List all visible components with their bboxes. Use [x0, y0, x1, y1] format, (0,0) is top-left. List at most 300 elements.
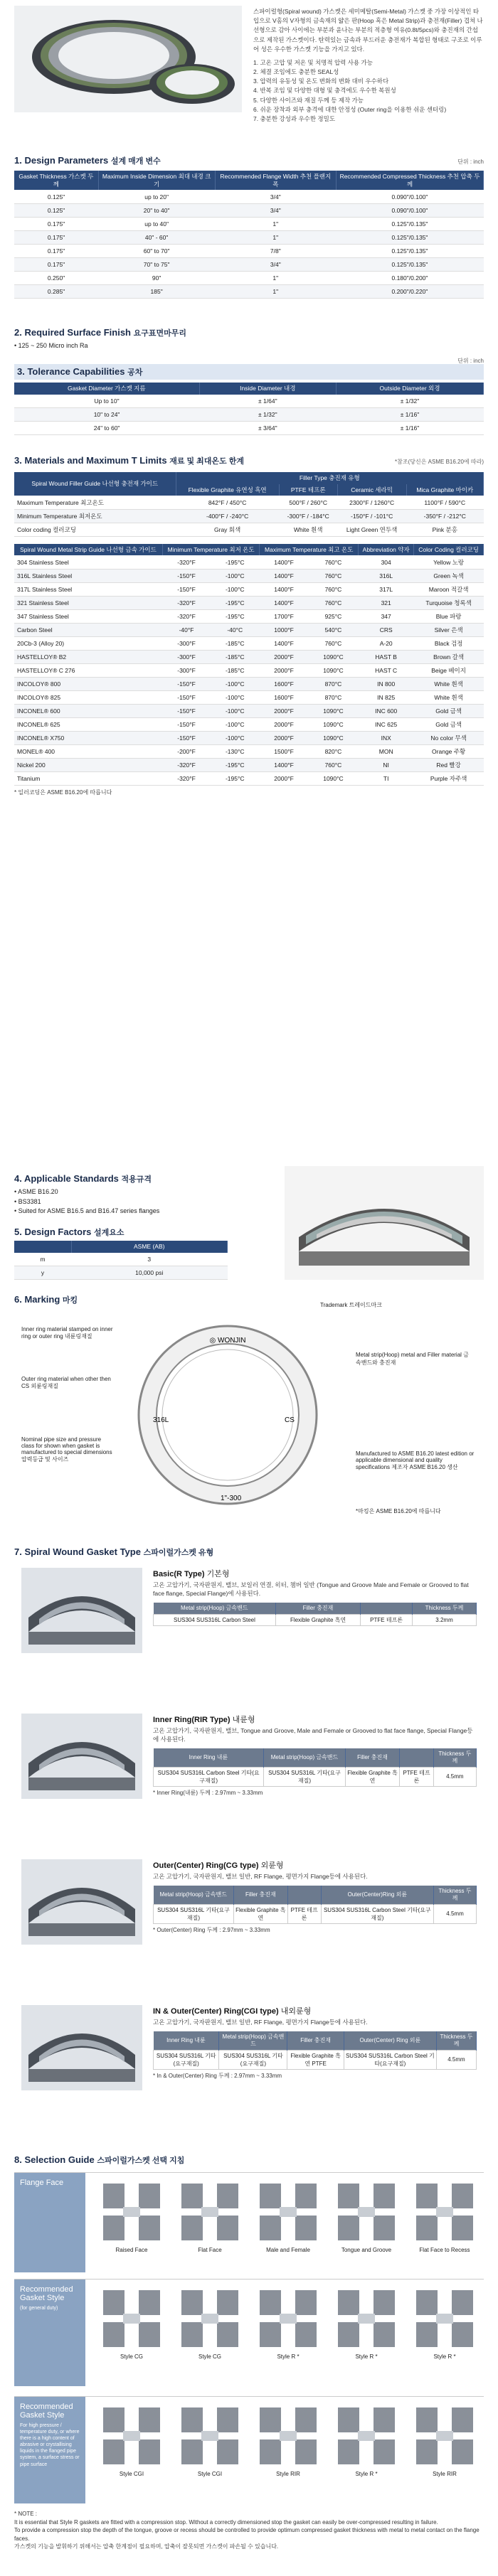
table-cell: ± 1/32": [337, 395, 484, 408]
table-cell: -185°C: [211, 663, 260, 677]
column-header: Metal strip(Hoop) 금속밴드: [154, 1603, 276, 1615]
table-cell: -320°F: [162, 771, 210, 785]
column-header: PTFE 테프론: [279, 484, 337, 496]
table-cell: HAST C: [359, 663, 414, 677]
gasket-photo: [14, 6, 242, 112]
table-cell: Gray 회색: [176, 523, 279, 536]
table-cell: 24" to 60": [14, 422, 199, 435]
table-cell: Turquoise 청록색: [414, 596, 484, 609]
table-cell: -150°F: [162, 582, 210, 596]
table-cell: 500°F / 260°C: [279, 496, 337, 509]
table-cell: 1090°C: [308, 650, 358, 663]
table-cell: IN 825: [359, 690, 414, 704]
marking-section: [14, 1294, 484, 1522]
table-row: [14, 771, 484, 785]
table-cell: Maroon 적갈색: [414, 582, 484, 596]
design-parameters-table: [14, 171, 484, 299]
section-title-kr: 스파이럴가스켓 선택 지침: [97, 2157, 185, 2165]
table-cell: 1400°F: [260, 596, 308, 609]
table-cell: 321: [359, 596, 414, 609]
table-cell: INCOLOY® 825: [14, 690, 162, 704]
table-cell: -195°C: [211, 596, 260, 609]
section-title: 6. Marking: [14, 1294, 60, 1305]
table-cell: Green 녹색: [414, 569, 484, 582]
table-cell: 0.125"/0.135": [336, 257, 483, 271]
column-header: Minimum Temperature 최저 온도: [162, 544, 259, 556]
design-factors-table: [14, 1241, 228, 1280]
table-cell: SUS304 SUS316L Carbon Steel 기타(요구재질): [154, 1767, 264, 1786]
table-cell: HASTELLOY® C 276: [14, 663, 162, 677]
selection-cell-label: Style RIR: [433, 2471, 457, 2477]
column-header: Thickness 두께: [433, 1748, 476, 1768]
table-cell: ± 3/64": [199, 422, 336, 435]
flange-diagram: [253, 2287, 324, 2352]
section-title-kr: 설계요소: [94, 1229, 124, 1237]
column-header: Filler 충진재: [275, 1603, 360, 1615]
intro-feature: 3. 압력의 유동성 및 온도 변화의 변화 대비 우수하다: [253, 78, 389, 85]
column-header: Metal strip(Hoop) 금속밴드: [219, 2031, 287, 2051]
intro-feature: 6. 쉬운 장착과 외부 충격에 대한 안정성 (Outer ring을 이용한 쉬운 센터링): [253, 105, 447, 113]
manufactured-label: Manufactured to ASME B16.20 latest edition or applicable dimensional and quality specifications 제조자 ASME B16.20 생산: [356, 1450, 475, 1470]
gasket-type-description: 고온 고압가기, 국자판원지, 밸브, 보일러 연결, 히터, 챔버 일반 (Tongue and Groove Male and Female or Grooved to flat face flange, Special Flange)에 사용된다.: [153, 1581, 469, 1597]
intro-feature: 5. 다양한 사이즈와 재질 두께 등 제작 가능: [253, 96, 364, 104]
table-cell: Silver 은색: [414, 623, 484, 636]
selection-row: [14, 2172, 484, 2272]
table-cell: Blue 파랑: [414, 609, 484, 623]
table-cell: 3/4": [215, 257, 336, 271]
column-header: Thickness 두께: [434, 1886, 477, 1905]
table-cell: -300°F: [162, 636, 210, 650]
metal-filler-label: Metal strip(Hoop) metal and Filler material 금속밴드와 충진재: [356, 1352, 469, 1366]
table-cell: 4.5mm: [434, 1904, 477, 1923]
table-cell: -100°C: [211, 690, 260, 704]
table-cell: -150°F: [162, 704, 210, 717]
table-cell: 316L Stainless Steel: [14, 569, 162, 582]
outer-ring-label: Outer ring material when other then CS 외륜링재질: [21, 1376, 111, 1389]
standard-item: • ASME B16.20: [14, 1188, 58, 1195]
table-cell: 1": [215, 284, 336, 298]
table-cell: White 흰색: [279, 523, 337, 536]
table-cell: 317L Stainless Steel: [14, 582, 162, 596]
table-cell: -320°F: [162, 596, 210, 609]
table-cell: White 흰색: [414, 677, 484, 690]
table-cell: 2000°F: [260, 771, 308, 785]
table-cell: SUS304 SUS316L 기타(요구재질): [154, 2050, 219, 2069]
column-header: [361, 1603, 413, 1615]
section-title: 3. Tolerance Capabilities: [17, 366, 125, 377]
table-cell: Flexible Graphite 흑연: [345, 1767, 400, 1786]
column-header: Gasket Diameter 가스켓 지름: [14, 383, 199, 395]
table-cell: 7/8": [215, 244, 336, 257]
column-header: [287, 1886, 321, 1905]
table-cell: -320°F: [162, 609, 210, 623]
table-cell: 1600°F: [260, 677, 308, 690]
column-header: ASME (AB): [71, 1241, 228, 1253]
gasket-type-image: [21, 1568, 142, 1653]
section-title-kr: 공차: [127, 368, 143, 377]
table-cell: -150°F: [162, 690, 210, 704]
table-cell: 0.175": [14, 257, 98, 271]
marking-footnote: *마킹은 ASME B16.20에 따릅니다: [356, 1508, 441, 1514]
table-cell: -130°C: [211, 744, 260, 758]
table-cell: ± 1/32": [199, 408, 336, 422]
reference-note: *참조(당신은 ASME B16.20에 따라): [395, 459, 484, 465]
table-cell: 90": [98, 271, 215, 284]
column-header: Spiral Wound Filler Guide 나선형 충전재 가이드: [14, 472, 176, 496]
table-cell: Purple 자주색: [414, 771, 484, 785]
flange-diagram: [96, 2404, 167, 2469]
selection-cell: [96, 2404, 167, 2477]
table-cell: PTFE 테프론: [287, 1904, 321, 1923]
column-header: Outer(Center) Ring 외륜: [344, 2031, 436, 2051]
table-row: [14, 395, 484, 408]
table-row: [14, 569, 484, 582]
table-cell: 2000°F: [260, 650, 308, 663]
table-cell: SUS304 SUS316L 기타(요구재질): [154, 1904, 234, 1923]
table-row: [14, 422, 484, 435]
table-cell: 0.125": [14, 203, 98, 217]
flange-diagram: [331, 2404, 402, 2469]
table-cell: 4.5mm: [436, 2050, 476, 2069]
table-cell: INCONEL® 600: [14, 704, 162, 717]
row-title: Flange Face: [20, 2179, 64, 2187]
intro-feature: 1. 고온 고압 및 저온 및 치명적 압력 사용 가능: [253, 58, 373, 66]
table-row: [14, 230, 484, 244]
table-cell: TI: [359, 771, 414, 785]
table-cell: 0.250": [14, 271, 98, 284]
table-cell: -300°F / -184°C: [279, 509, 337, 523]
column-header: Filler Type 충진재 유형: [176, 472, 483, 484]
table-cell: 20" to 40": [98, 203, 215, 217]
table-cell: HASTELLOY® B2: [14, 650, 162, 663]
table-cell: 2300°F / 1260°C: [337, 496, 406, 509]
table-row: [14, 731, 484, 744]
table-cell: Flexible Graphite 흑연: [275, 1614, 360, 1625]
column-header: [400, 1748, 433, 1768]
flange-diagram: [331, 2287, 402, 2352]
table-row: [14, 523, 484, 536]
table-cell: 0.125"/0.135": [336, 230, 483, 244]
table-cell: 0.090"/0.100": [336, 190, 483, 203]
selection-cell-label: Style CGI: [197, 2471, 223, 2477]
table-cell: 0.180"/0.200": [336, 271, 483, 284]
table-cell: 1090°C: [308, 663, 358, 677]
table-cell: -100°C: [211, 731, 260, 744]
section-title-kr: 요구표면마무리: [133, 329, 187, 338]
surface-finish-value: • 125 ~ 250 Micro inch Ra: [14, 342, 88, 349]
note-item: 가스켓의 기능을 발휘하기 위해서는 압축 한계점이 필요하며, 압축이 잘못되면 가스켓이 파손될 수 있습니다.: [14, 2543, 279, 2550]
row-title: Recommended Gasket Style: [20, 2403, 73, 2420]
table-cell: No color 무색: [414, 731, 484, 744]
table-cell: Gold 금색: [414, 704, 484, 717]
section-title-kr: 스파이럴가스켓 유형: [143, 1549, 214, 1557]
table-cell: PTFE 테프론: [400, 1767, 433, 1786]
table-cell: Gold 금색: [414, 717, 484, 731]
table-cell: -100°C: [211, 677, 260, 690]
surface-finish-section: [14, 327, 484, 351]
table-cell: -40°F: [162, 623, 210, 636]
selection-cell-label: Flat Face: [198, 2247, 222, 2253]
table-cell: 1400°F: [260, 758, 308, 771]
table-cell: 1500°F: [260, 744, 308, 758]
gasket-type-image: [21, 1714, 142, 1799]
table-cell: 760°C: [308, 569, 358, 582]
table-cell: up to 20": [98, 190, 215, 203]
column-header: Abbreviation 약자: [359, 544, 414, 556]
table-row: [14, 244, 484, 257]
table-cell: 0.175": [14, 244, 98, 257]
gasket-type-name: Basic(R Type): [153, 1570, 205, 1578]
gasket-type-name-kr: 내륜형: [232, 1716, 255, 1724]
flange-diagram: [331, 2180, 402, 2245]
table-cell: -100°C: [211, 717, 260, 731]
section-title: 1. Design Parameters: [14, 155, 109, 166]
table-row: [14, 555, 484, 569]
table-cell: 304: [359, 555, 414, 569]
selection-cell: [331, 2180, 402, 2253]
table-cell: Beige 베이지: [414, 663, 484, 677]
table-cell: 820°C: [308, 744, 358, 758]
note-item: It is essential that Style R gaskets are fitted with a compression stop. Without a correctly dimensioned stop the gasket can easily be over-compressed resulting in failure.: [14, 2518, 438, 2526]
gasket-type-table: [153, 1603, 477, 1626]
section-title: 2. Required Surface Finish: [14, 327, 131, 338]
table-cell: Up to 10": [14, 395, 199, 408]
column-header: Maximum Inside Dimension 최대 내경 크기: [98, 171, 215, 190]
row-subtitle: For high pressure / temperature duty, or where there is a high content of abrasive or crystallising liquids in the flanged pipe system, a surface stress or pipe surface: [20, 2423, 80, 2467]
table-cell: Color coding 컬러코딩: [14, 523, 176, 536]
table-cell: 1090°C: [308, 717, 358, 731]
selection-cell: [331, 2287, 402, 2360]
inner-ring-label: Inner ring material stamped on inner ring or outer ring 내륜링재질: [21, 1326, 113, 1340]
design-parameters-section: [14, 155, 484, 299]
table-row: [14, 190, 484, 203]
column-header: Filler 충진재: [287, 2031, 344, 2051]
table-cell: -300°F: [162, 650, 210, 663]
table-cell: IN 800: [359, 677, 414, 690]
table-cell: INC 600: [359, 704, 414, 717]
gasket-type-name: IN & Outer(Center) Ring(CGI type): [153, 2007, 279, 2016]
table-row: [14, 271, 484, 284]
section-title-kr: 재료 및 최대온도 한계: [169, 457, 244, 466]
table-cell: 10" to 24": [14, 408, 199, 422]
table-cell: INCOLOY® 800: [14, 677, 162, 690]
table-cell: 347: [359, 609, 414, 623]
flange-diagram: [96, 2180, 167, 2245]
table-cell: 0.175": [14, 230, 98, 244]
selection-cell: [253, 2404, 324, 2477]
table-row: [14, 663, 484, 677]
unit-label: 단위 : inch: [457, 159, 484, 165]
column-header: Filler 충진재: [233, 1886, 287, 1905]
table-cell: -400°F / -240°C: [176, 509, 279, 523]
table-cell: 760°C: [308, 636, 358, 650]
materials-section: [14, 455, 484, 796]
table-cell: Flexible Graphite 흑연: [233, 1904, 287, 1923]
intro-feature: 4. 반복 조임 및 다양한 대형 및 충격에도 우수한 복원성: [253, 87, 396, 95]
table-cell: MON: [359, 744, 414, 758]
table-cell: 1000°F: [260, 623, 308, 636]
gasket-type-image: [21, 2005, 142, 2090]
table-cell: 2000°F: [260, 663, 308, 677]
note-item: To provide a compression stop the depth of the tongue, groove or recess should be controlled to provide optimum compressed gasket thickness with metal to metal contact on the flange faces.: [14, 2527, 480, 2542]
selection-cell: [174, 2180, 245, 2253]
table-row: [14, 509, 484, 523]
intro-feature: 2. 체결 조임에도 충분한 SEAL성: [253, 68, 339, 76]
table-cell: 1400°F: [260, 636, 308, 650]
table-cell: INCONEL® X750: [14, 731, 162, 744]
table-cell: Flexible Graphite 흑연 PTFE: [287, 2050, 344, 2069]
table-cell: PTFE 테프론: [361, 1614, 413, 1625]
table-row: [14, 257, 484, 271]
table-cell: 870°C: [308, 690, 358, 704]
selection-notes: [14, 2510, 484, 2551]
table-row: [14, 744, 484, 758]
selection-cell-label: Style RIR: [276, 2471, 300, 2477]
column-header: Mica Graphite 마이카: [406, 484, 483, 496]
gasket-type-table: [153, 1886, 477, 1924]
row-subtitle: (for general duty): [20, 2306, 58, 2311]
column-header: Filler 충진재: [345, 1748, 400, 1768]
ring-text: CS: [285, 1416, 295, 1424]
ring-text: 1"-300: [221, 1495, 242, 1502]
selection-cell-label: Raised Face: [115, 2247, 148, 2253]
table-cell: Light Green 연두색: [337, 523, 406, 536]
column-header: Thickness 두께: [413, 1603, 477, 1615]
table-cell: 1090°C: [308, 704, 358, 717]
pipe-size-label: Nominal pipe size and pressure class for shown when gasket is manufactured to special dimensions 압력등급 및 사이즈: [21, 1436, 112, 1463]
table-row: [14, 690, 484, 704]
flange-diagram: [253, 2180, 324, 2245]
table-cell: 0.175": [14, 217, 98, 230]
table-cell: CRS: [359, 623, 414, 636]
table-row: [14, 717, 484, 731]
table-cell: Black 검정: [414, 636, 484, 650]
table-cell: -320°F: [162, 555, 210, 569]
table-cell: Brown 갈색: [414, 650, 484, 663]
gasket-type-name-kr: 기본형: [206, 1570, 230, 1578]
gasket-type-table: [153, 1748, 477, 1787]
selection-cell-label: Style CG: [120, 2353, 143, 2360]
section-title-kr: 설계 매개 변수: [110, 157, 161, 166]
table-cell: -100°C: [211, 704, 260, 717]
selection-row: [14, 2279, 484, 2385]
flange-diagram: [253, 2404, 324, 2469]
gasket-type-description: 고온 고압가기, 국자판원지, 밸브 일반, RF Flange, 평면가지 Flange등에 사용된다.: [153, 1873, 368, 1880]
table-cell: Titanium: [14, 771, 162, 785]
table-row: [14, 758, 484, 771]
selection-cell: [331, 2404, 402, 2477]
selection-cell-label: Style R *: [355, 2353, 378, 2360]
section-title: 7. Spiral Wound Gasket Type: [14, 1546, 141, 1557]
selection-cell-label: Flat Face to Recess: [419, 2247, 470, 2253]
table-cell: 2000°F: [260, 704, 308, 717]
column-header: Outer(Center)Ring 외륜: [321, 1886, 433, 1905]
flange-diagram: [174, 2287, 245, 2352]
column-header: Inner Ring 내륜: [154, 1748, 264, 1768]
gasket-type-description: 고온 고압가기, 국자판원지, 밸브, Tongue and Groove, Male and Female or Grooved to flat face flange, Special Flange등에 사용된다.: [153, 1727, 473, 1743]
section-title-kr: 적용규격: [121, 1175, 152, 1184]
standard-item: • BS3381: [14, 1197, 41, 1205]
column-header: Recommended Compressed Thickness 추천 압축 두께: [336, 171, 483, 190]
filler-table: [14, 472, 484, 537]
table-cell: -185°C: [211, 650, 260, 663]
table-cell: -40°C: [211, 623, 260, 636]
table-cell: Nickel 200: [14, 758, 162, 771]
table-cell: SUS304 SUS316L Carbon Steel 기타(요구재질): [321, 1904, 433, 1923]
marking-diagram: [121, 1315, 334, 1514]
table-cell: 60" to 70": [98, 244, 215, 257]
selection-cell: [96, 2180, 167, 2253]
table-cell: 0.125"/0.135": [336, 244, 483, 257]
flange-diagram: [174, 2180, 245, 2245]
ring-text: 316L: [153, 1416, 169, 1424]
table-cell: Carbon Steel: [14, 623, 162, 636]
column-header: Ceramic 세라믹: [337, 484, 406, 496]
flange-diagram: [409, 2287, 480, 2352]
table-cell: ± 1/64": [199, 395, 336, 408]
selection-cell-label: Style CGI: [119, 2471, 144, 2477]
table-cell: SUS304 SUS316L Carbon Steel 기타(요구재질): [344, 2050, 436, 2069]
table-cell: 4.5mm: [433, 1767, 476, 1786]
table-row: [14, 496, 484, 509]
table-cell: 1090°C: [308, 771, 358, 785]
selection-cell-label: Tongue and Groove: [341, 2247, 392, 2253]
table-cell: White 흰색: [414, 690, 484, 704]
metal-strip-table: [14, 544, 484, 786]
table-cell: 40" - 60": [98, 230, 215, 244]
table-cell: 1": [215, 271, 336, 284]
selection-cell: [253, 2180, 324, 2253]
column-header: Gasket Thickness 가스켓 두께: [14, 171, 98, 190]
intro-feature: 7. 충분한 강성과 우수한 정밀도: [253, 114, 336, 122]
table-cell: 925°C: [308, 609, 358, 623]
table-cell: -150°F: [162, 569, 210, 582]
table-cell: -150°F: [162, 677, 210, 690]
table-cell: SUS304 SUS316L 기타(요구재질): [219, 2050, 287, 2069]
unit-label: 단위 : inch: [457, 358, 484, 364]
factor-name: m: [14, 1253, 71, 1266]
table-cell: -320°F: [162, 758, 210, 771]
table-cell: HAST B: [359, 650, 414, 663]
table-cell: Red 빨강: [414, 758, 484, 771]
table-cell: 1400°F: [260, 555, 308, 569]
column-header: Flexible Graphite 유연성 흑연: [176, 484, 279, 496]
table-cell: 0.125": [14, 190, 98, 203]
section-title: 5. Design Factors: [14, 1226, 92, 1237]
table-cell: 316L: [359, 569, 414, 582]
table-cell: -195°C: [211, 609, 260, 623]
table-cell: 760°C: [308, 582, 358, 596]
tolerance-section: [14, 358, 484, 435]
table-cell: 1": [215, 230, 336, 244]
table-cell: NI: [359, 758, 414, 771]
table-cell: 1400°F: [260, 582, 308, 596]
table-cell: Minimum Temperature 최저온도: [14, 509, 176, 523]
selection-cell-label: Style R *: [277, 2353, 300, 2360]
table-cell: -150°F: [162, 717, 210, 731]
column-header: Inside Diameter 내경: [199, 383, 336, 395]
standard-item: • Suited for ASME B16.5 and B16.47 series flanges: [14, 1207, 160, 1214]
selection-row: [14, 2396, 484, 2503]
column-header: Thickness 두께: [436, 2031, 476, 2051]
section-title-kr: 마킹: [62, 1296, 78, 1305]
table-row: [14, 636, 484, 650]
table-cell: 760°C: [308, 758, 358, 771]
selection-cell: [409, 2287, 480, 2360]
table-cell: -100°C: [211, 582, 260, 596]
intro-paragraph: 스파이럴형(Spiral wound) 가스켓은 세미메탈(Semi-Metal) 가스켓 중 가장 이상적인 타입으로 V홈의 V자형의 금속재의 얇은 판(Hoop 혹은 Metal Strip)과 충전재(Filler) 겹쳐 나선형으로 감아 사이에는 부분과 윤나는 부분의 적층형 여유(0.8t/5pcs)와 충진재의 간섭으로 제작된 가스켓이다. 탄력있는 금속과 부드러운 충전재가 복합된 형태로 구조로 이루어 성은 우수한 가스켓 기능을 가지고 있다.: [253, 8, 483, 53]
column-header: Color Coding 컬러코딩: [414, 544, 484, 556]
